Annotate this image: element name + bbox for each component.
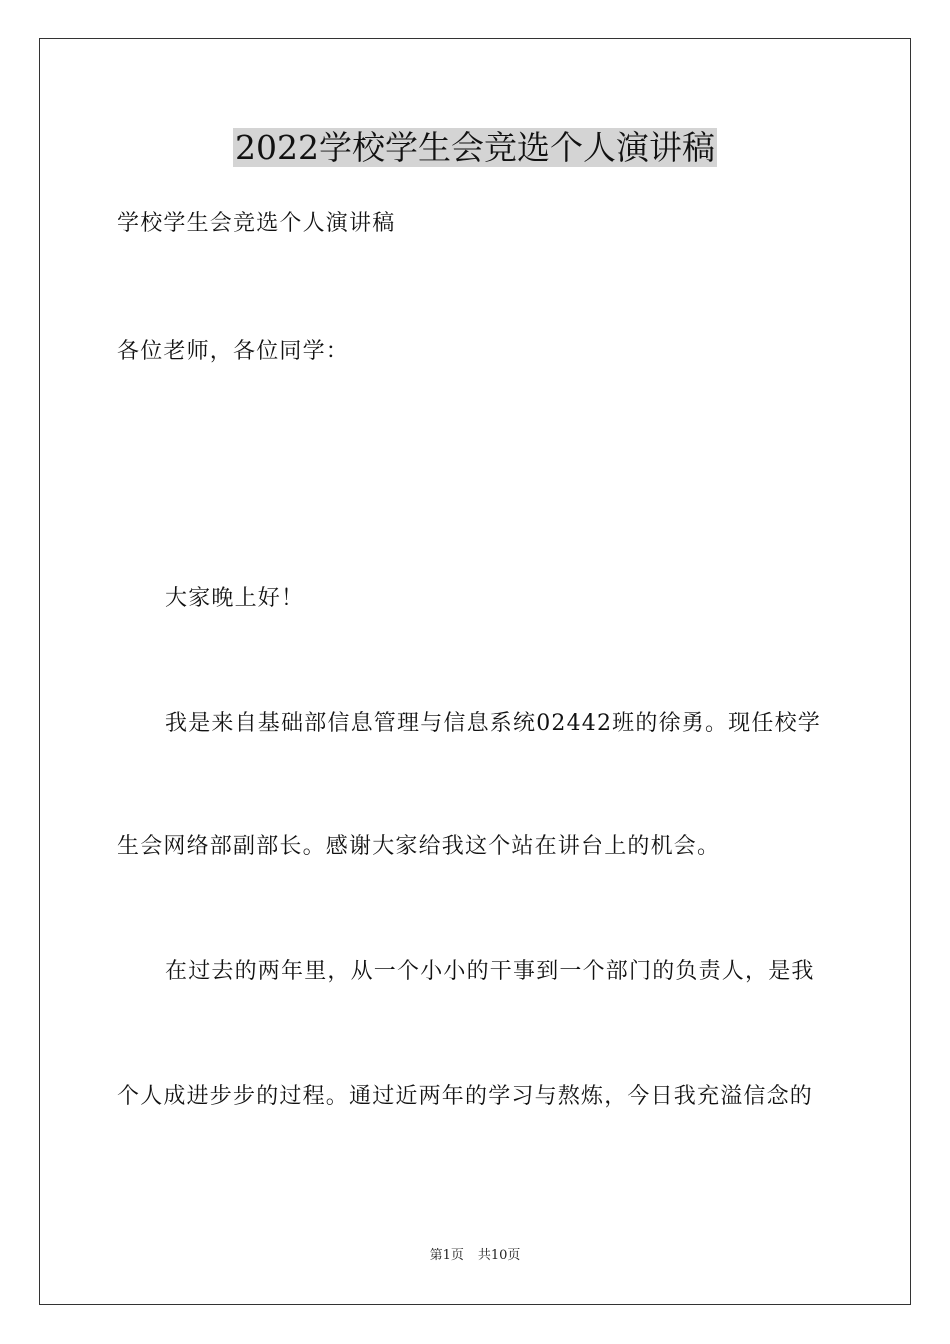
- body-line-4: 个人成进步步的过程。通过近两年的学习与熬炼，今日我充溢信念的: [117, 1084, 814, 1109]
- body-line-2: 生会网络部副部长。感谢大家给我这个站在讲台上的机会。: [117, 834, 721, 859]
- document-subtitle: 学校学生会竞选个人演讲稿: [117, 211, 396, 236]
- salutation: 各位老师，各位同学：: [117, 339, 350, 364]
- document-title: [0, 127, 950, 169]
- page-number-total: 共10页: [477, 1248, 521, 1263]
- page-footer: [0, 1247, 950, 1265]
- document-title-text: 2022学校学生会竞选个人演讲稿: [235, 128, 715, 167]
- body-line-1: 我是来自基础部信息管理与信息系统02442班的徐勇。现任校学: [165, 711, 821, 736]
- body-line-3: 在过去的两年里，从一个小小的干事到一个部门的负责人，是我: [165, 959, 815, 984]
- page-number-current: 第1页: [429, 1248, 464, 1263]
- greeting: 大家晚上好！: [165, 586, 305, 611]
